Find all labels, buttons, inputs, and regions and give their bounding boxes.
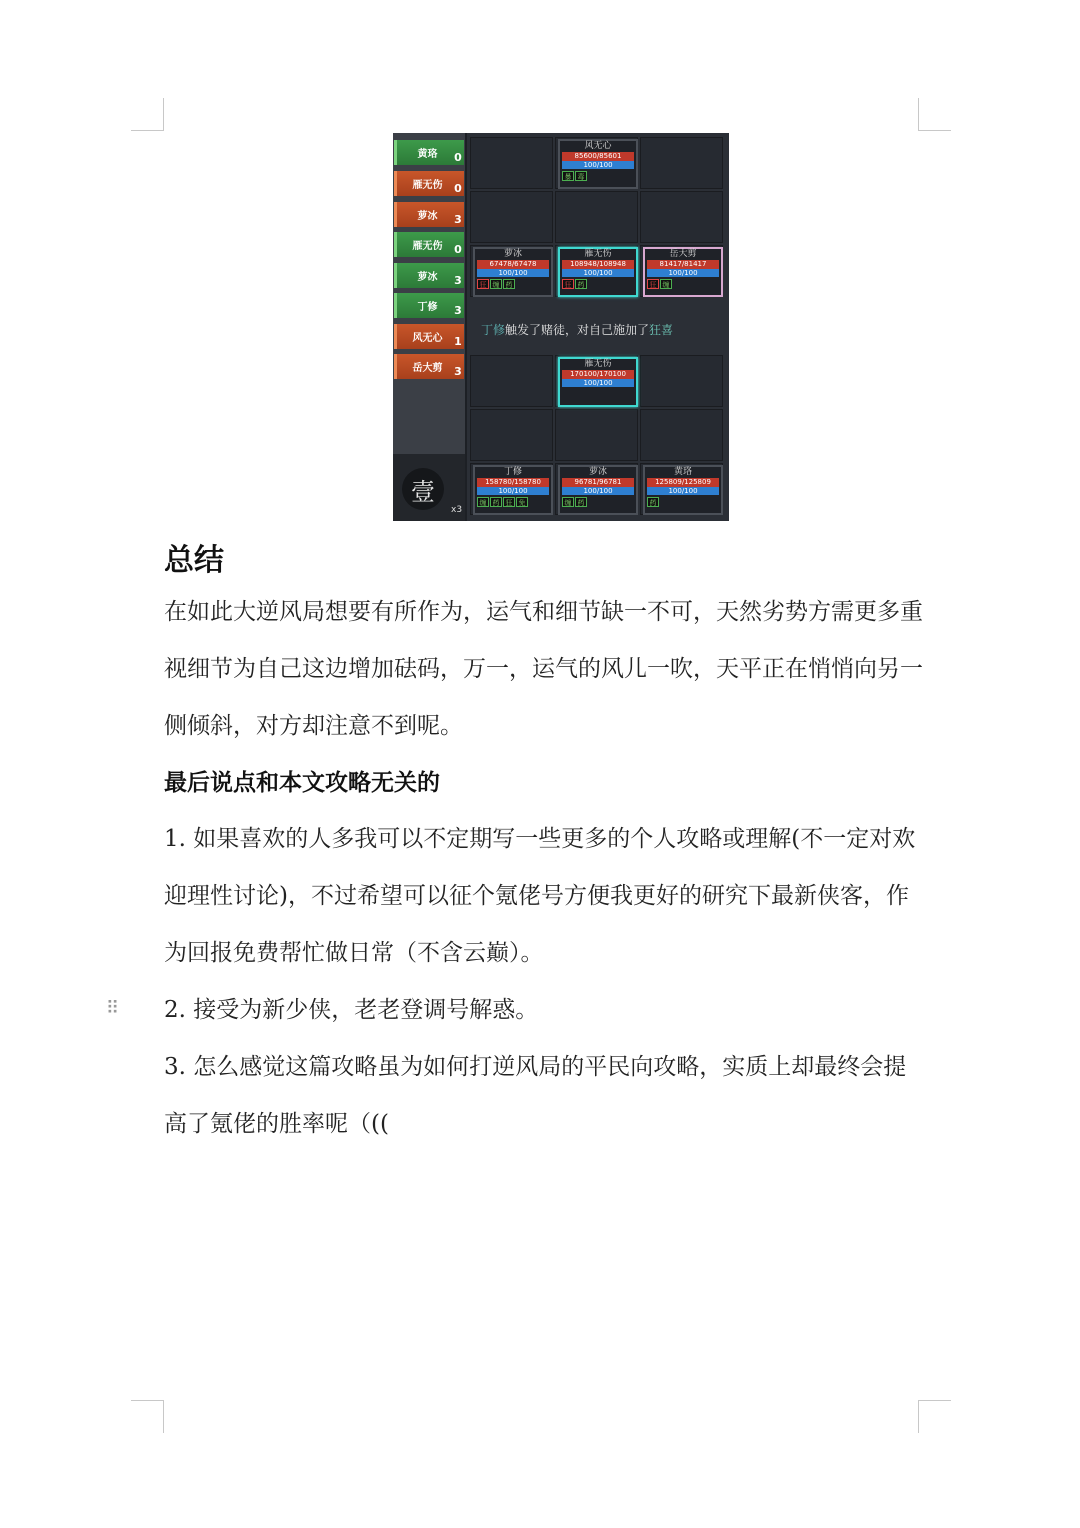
turn-count: 0 xyxy=(454,182,462,195)
multiplier-label: x3 xyxy=(451,505,463,515)
unit-card[interactable] xyxy=(473,465,553,515)
unit-mp: 100/100 xyxy=(562,487,634,495)
turn-count: 3 xyxy=(454,365,462,378)
turn-item xyxy=(394,232,464,257)
unit-mp: 100/100 xyxy=(562,161,634,169)
buff-icon: 药 xyxy=(503,279,515,289)
list-item-1: 1. 如果喜欢的人多我可以不定期写一些更多的个人攻略或理解(不一定对欢迎理性讨论)，不过希望可以征个氪佬号方便我更好的研究下最新侠客，作为回报免费帮忙做日常（不含云巅）。 xyxy=(164,826,916,966)
unit-name: 岳大剪 xyxy=(669,249,697,259)
buff-icon: 暴 xyxy=(562,171,574,181)
list-item-2: 2. 接受为新少侠，老老登调号解惑。 xyxy=(164,997,539,1023)
buff-icon: 缠 xyxy=(490,279,502,289)
unit-hp: 85600/85601 xyxy=(562,152,634,161)
unit-hp: 125809/125809 xyxy=(647,478,719,487)
unit-card[interactable] xyxy=(643,247,723,297)
turn-item xyxy=(394,293,464,318)
ultimate-seal-button[interactable]: 壹 xyxy=(402,468,444,510)
turn-item xyxy=(394,354,464,379)
turn-count: 1 xyxy=(454,335,462,348)
unit-hp: 81417/81417 xyxy=(647,260,719,269)
buff-icon: 缠 xyxy=(660,279,672,289)
turn-count: 3 xyxy=(454,304,462,317)
unit-mp: 100/100 xyxy=(477,269,549,277)
unit-name: 萝冰 xyxy=(588,467,607,477)
buff-icon: 缠 xyxy=(562,497,574,507)
turn-name: 风无心 xyxy=(412,333,443,344)
turn-name: 萝冰 xyxy=(417,272,438,283)
turn-name: 雁无伤 xyxy=(412,180,443,191)
unit-card[interactable] xyxy=(558,139,638,189)
turn-name: 萝冰 xyxy=(417,211,438,222)
unit-name: 萝冰 xyxy=(503,249,522,259)
unit-name: 雁无伤 xyxy=(584,249,612,259)
unit-hp: 96781/96781 xyxy=(562,478,634,487)
unit-mp: 100/100 xyxy=(647,269,719,277)
unit-mp: 100/100 xyxy=(477,487,549,495)
buff-icon: 毒 xyxy=(575,171,587,181)
list-item-3: 3. 怎么感觉这篇攻略虽为如何打逆风局的平民向攻略，实质上却最终会提高了氪佬的胜率呢（(( xyxy=(164,1054,907,1137)
crop-mark-bottom-left xyxy=(131,1400,164,1433)
turn-item xyxy=(394,140,464,165)
drag-handle-icon[interactable]: ⠿ xyxy=(106,998,120,1019)
unit-hp: 67478/67478 xyxy=(477,260,549,269)
buff-icon: 狂 xyxy=(647,279,659,289)
crop-mark-top-right xyxy=(918,98,951,131)
turn-item xyxy=(394,324,464,349)
buff-icon: 药 xyxy=(647,497,659,507)
turn-count: 3 xyxy=(454,274,462,287)
buff-icon: 药 xyxy=(575,279,587,289)
buff-icon: 免 xyxy=(516,497,528,507)
unit-mp: 100/100 xyxy=(562,269,634,277)
unit-card[interactable] xyxy=(558,247,638,297)
turn-name: 黄珞 xyxy=(417,149,438,160)
unit-name: 雁无伤 xyxy=(584,359,612,369)
unit-card[interactable] xyxy=(558,357,638,407)
unit-name: 黄珞 xyxy=(673,467,692,477)
turn-count: 0 xyxy=(454,151,462,164)
turn-item xyxy=(394,202,464,227)
unit-name: 风无心 xyxy=(584,141,612,151)
unit-hp: 108948/108948 xyxy=(562,260,634,269)
section-heading: 总结 xyxy=(164,543,224,578)
subheading: 最后说点和本文攻略无关的 xyxy=(164,769,440,796)
turn-item xyxy=(394,263,464,288)
buff-icon: 狂 xyxy=(562,279,574,289)
unit-card[interactable] xyxy=(558,465,638,515)
turn-item xyxy=(394,171,464,196)
crop-mark-bottom-right xyxy=(918,1400,951,1433)
unit-mp: 100/100 xyxy=(647,487,719,495)
turn-name: 雁无伤 xyxy=(412,241,443,252)
unit-card[interactable] xyxy=(473,247,553,297)
turn-count: 3 xyxy=(454,213,462,226)
unit-card[interactable] xyxy=(643,465,723,515)
buff-icon: 狂 xyxy=(503,497,515,507)
turn-name: 丁修 xyxy=(417,302,438,313)
buff-icon: 药 xyxy=(575,497,587,507)
turn-count: 0 xyxy=(454,243,462,256)
buff-icon: 缠 xyxy=(477,497,489,507)
buff-icon: 药 xyxy=(490,497,502,507)
unit-hp: 158780/158780 xyxy=(477,478,549,487)
turn-name: 岳大剪 xyxy=(412,363,443,374)
unit-mp: 100/100 xyxy=(562,379,634,387)
combat-log: 丁修触发了赌徒，对自己施加了狂喜 xyxy=(481,323,674,337)
crop-mark-top-left xyxy=(131,98,164,131)
game-screenshot xyxy=(393,133,729,521)
buff-icon: 狂 xyxy=(477,279,489,289)
summary-paragraph: 在如此大逆风局想要有所作为，运气和细节缺一不可，天然劣势方需更多重视细节为自己这边增加砝码，万一，运气的风儿一吹，天平正在悄悄向另一侧倾斜，对方却注意不到呢。 xyxy=(164,599,923,739)
unit-name: 丁修 xyxy=(503,467,522,477)
unit-hp: 170100/170100 xyxy=(562,370,634,379)
